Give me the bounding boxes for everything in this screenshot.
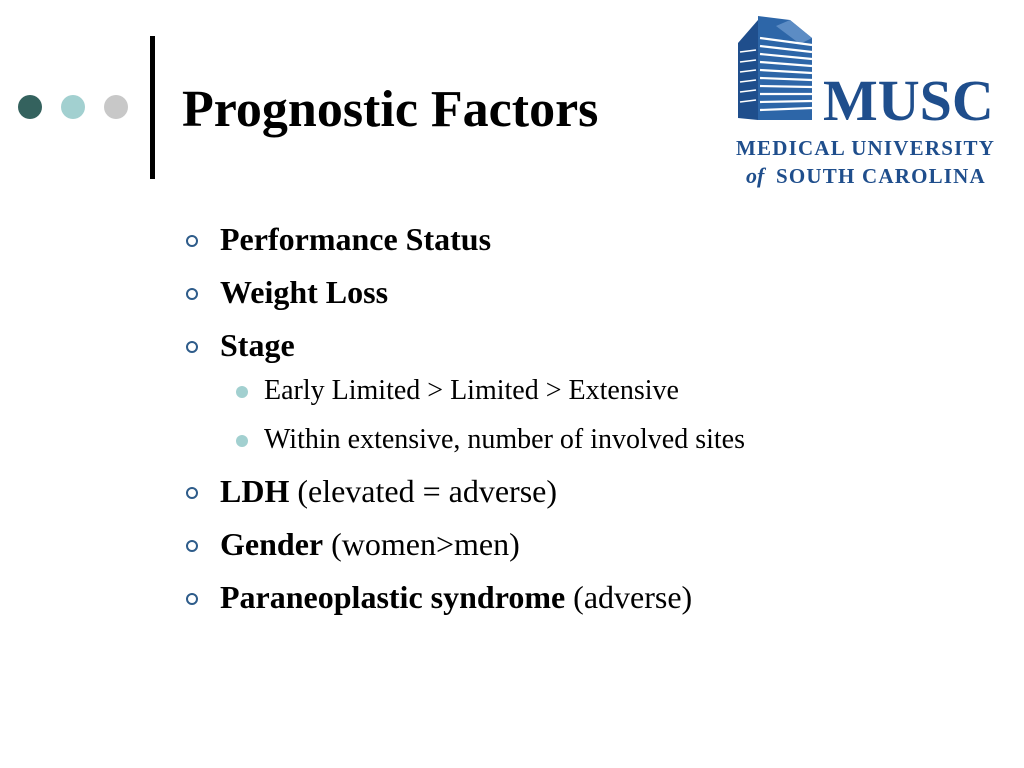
logo-line2: SOUTH CAROLINA bbox=[776, 164, 986, 188]
ring-bullet-icon bbox=[186, 341, 198, 353]
sub-bullet-item bbox=[182, 423, 745, 457]
bullet-item bbox=[182, 525, 745, 563]
bullet-item bbox=[182, 578, 745, 616]
bullet-bold-text: LDH bbox=[220, 473, 290, 509]
logo-line1: MEDICAL UNIVERSITY bbox=[736, 136, 996, 160]
bullet-bold-text: Performance Status bbox=[220, 221, 492, 257]
ring-bullet-icon bbox=[186, 593, 198, 605]
bullet-text: (adverse) bbox=[565, 579, 693, 615]
bullet-list bbox=[182, 220, 745, 631]
decorative-dot-dark bbox=[18, 95, 42, 119]
musc-logo bbox=[730, 8, 1024, 192]
sub-bullet-group bbox=[182, 374, 745, 457]
ring-bullet-icon bbox=[186, 487, 198, 499]
ring-bullet-icon bbox=[186, 540, 198, 552]
decorative-dot-grey bbox=[104, 95, 128, 119]
building-icon bbox=[738, 16, 812, 120]
bullet-bold-text: Weight Loss bbox=[220, 274, 389, 310]
sub-bullet-item bbox=[182, 374, 745, 408]
logo-line2-prefix: of bbox=[746, 163, 765, 188]
bullet-bold-text: Paraneoplastic syndrome bbox=[220, 579, 566, 615]
bullet-item bbox=[182, 472, 745, 510]
bullet-item bbox=[182, 326, 745, 364]
bullet-bold-text: Stage bbox=[220, 327, 295, 363]
sub-bullet-text: Early Limited > Limited > Extensive bbox=[264, 375, 679, 406]
sub-bullet-list bbox=[182, 374, 745, 457]
title-divider bbox=[150, 36, 155, 179]
dot-bullet-icon bbox=[236, 435, 248, 447]
slide-title: Prognostic Factors bbox=[182, 81, 599, 138]
ring-bullet-icon bbox=[186, 288, 198, 300]
sub-bullet-text: Within extensive, number of involved sites bbox=[264, 424, 746, 455]
decorative-dot-light bbox=[61, 95, 85, 119]
logo-name: MUSC bbox=[823, 68, 994, 133]
bullet-text: (elevated = adverse) bbox=[289, 473, 558, 509]
dot-bullet-icon bbox=[236, 386, 248, 398]
bullet-item bbox=[182, 220, 745, 258]
ring-bullet-icon bbox=[186, 235, 198, 247]
bullet-bold-text: Gender bbox=[220, 526, 324, 562]
bullet-item bbox=[182, 273, 745, 311]
bullet-text: (women>men) bbox=[323, 526, 520, 562]
